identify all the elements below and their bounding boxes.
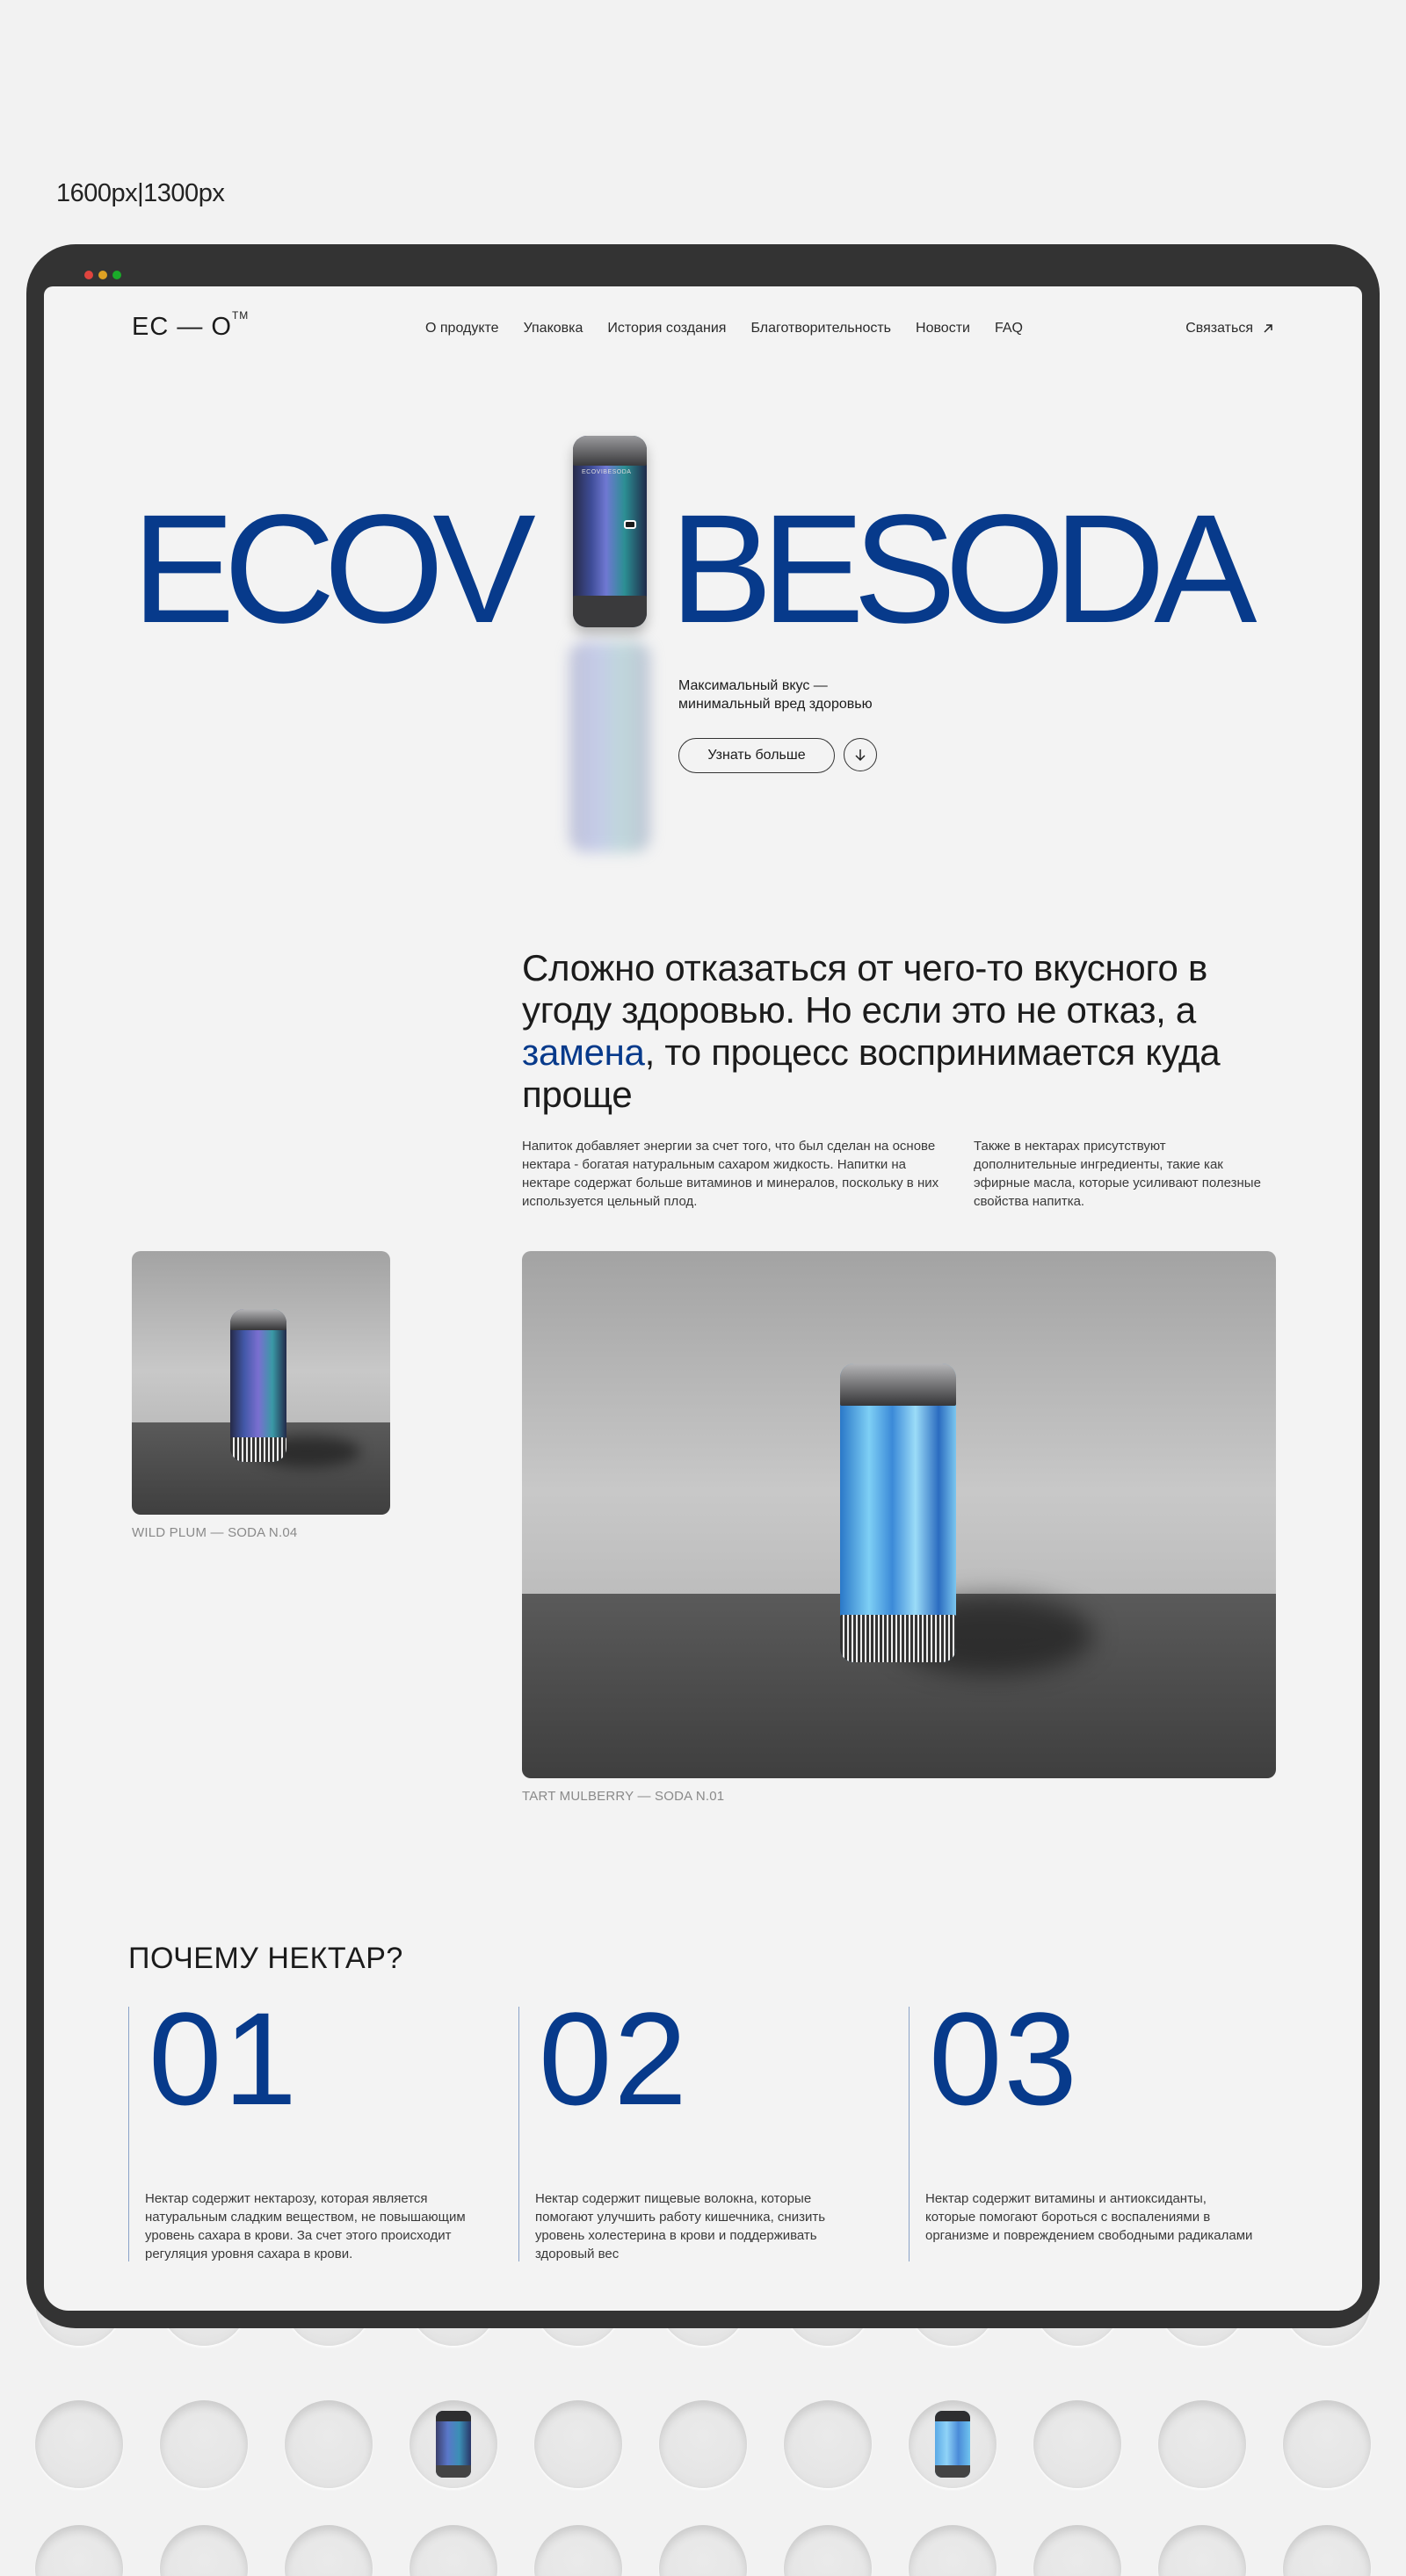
hero-title-right: BESODA: [670, 483, 1246, 655]
hero-subtitle-line-1: Максимальный вкус —: [678, 678, 828, 693]
bubble: [534, 2400, 622, 2488]
nav-item-packaging[interactable]: Упаковка: [523, 321, 583, 336]
close-dot[interactable]: [84, 271, 93, 279]
benefit-card: [128, 1985, 497, 2261]
trademark-mark: TM: [231, 309, 250, 322]
can-wild-plum: [230, 1309, 286, 1462]
bubble: [1158, 2400, 1246, 2488]
product-photo-wild-plum[interactable]: [132, 1251, 390, 1515]
bubble: [285, 2525, 373, 2576]
bubble: [1283, 2525, 1371, 2576]
hero-can-reflection: [569, 641, 650, 852]
logo-text: EC — O: [132, 313, 232, 341]
bubble: [784, 2525, 872, 2576]
scroll-down-button[interactable]: [844, 738, 877, 771]
bubble: [160, 2525, 248, 2576]
size-label: 1600px|1300px: [56, 179, 225, 207]
product-caption-big: TART MULBERRY — SODA N.01: [522, 1789, 725, 1804]
bubble: [35, 2400, 123, 2488]
benefit-text: Нектар содержит нектарозу, которая является натуральным сладким веществом, не повышающим уровень сахара в крови. За счет этого происходит регуляция уровня сахара в крови.: [145, 2191, 466, 2261]
bubble: [659, 2400, 747, 2488]
maximize-dot[interactable]: [112, 271, 121, 279]
contact-label: Связаться: [1185, 321, 1253, 336]
bubble: [659, 2525, 747, 2576]
bubble: [784, 2400, 872, 2488]
bubble: [409, 2400, 497, 2488]
bubble-can: [436, 2411, 471, 2478]
bubble-can: [935, 2411, 970, 2478]
benefit-number: 02: [539, 1985, 689, 2132]
can-tag: [624, 520, 636, 529]
statement-heading: [522, 947, 1278, 1116]
nav-item-product[interactable]: О продукте: [425, 321, 499, 336]
can-tart-mulberry: [840, 1364, 956, 1662]
logo[interactable]: [132, 309, 250, 342]
statement-highlight: замена: [522, 1031, 645, 1073]
device-frame: [26, 244, 1380, 2328]
nav-item-history[interactable]: История создания: [607, 321, 727, 336]
hero-subtitle-line-2: минимальный вред здоровью: [678, 697, 873, 712]
bubble: [909, 2525, 997, 2576]
bubble: [534, 2525, 622, 2576]
hero-can-image: [573, 436, 647, 627]
bubble: [285, 2400, 373, 2488]
top-navigation: [44, 286, 1362, 371]
benefit-number: 03: [929, 1985, 1079, 2132]
bubble: [909, 2400, 997, 2488]
product-caption-small: WILD PLUM — SODA N.04: [132, 1525, 298, 1540]
nav-item-news[interactable]: Новости: [916, 321, 970, 336]
hero-subtitle: [678, 677, 942, 713]
arrow-down-icon: [852, 747, 868, 763]
benefit-text: Нектар содержит пищевые волокна, которые помогают улучшить работу кишечника, снизить уровень холестерина в крови и поддерживать здоровый вес: [535, 2191, 826, 2261]
benefit-text: Нектар содержит витамины и антиоксиданты, которые помогают бороться с воспалениями в организме и повреждением свободными радикалами: [925, 2191, 1253, 2243]
bubble: [1033, 2525, 1121, 2576]
benefit-card: [909, 1985, 1278, 2261]
statement-part-1: Сложно отказаться от чего-то вкусного в угоду здоровью. Но если это не отказ, а: [522, 947, 1207, 1031]
hero-title-left: ECOV: [132, 483, 525, 655]
bubble: [1158, 2525, 1246, 2576]
learn-more-button[interactable]: Узнать больше: [678, 738, 835, 773]
bubble: [1033, 2400, 1121, 2488]
main-menu: [425, 321, 1023, 336]
product-photo-tart-mulberry[interactable]: [522, 1251, 1276, 1778]
benefit-number: 01: [149, 1985, 299, 2132]
bubble: [160, 2400, 248, 2488]
statement-part-2: , то процесс воспринимается куда проще: [522, 1031, 1221, 1115]
bubble: [409, 2525, 497, 2576]
bubble: [1283, 2400, 1371, 2488]
bubble: [35, 2525, 123, 2576]
window-controls: [84, 271, 121, 279]
website-screen: [44, 286, 1362, 2311]
nav-item-faq[interactable]: FAQ: [994, 321, 1023, 336]
contact-link[interactable]: [1185, 321, 1274, 336]
nav-item-charity[interactable]: Благотворительность: [750, 321, 892, 336]
minimize-dot[interactable]: [98, 271, 107, 279]
why-nectar-title: ПОЧЕМУ НЕКТАР?: [128, 1942, 403, 1975]
benefit-card: [518, 1985, 888, 2261]
can-brand-label: ECOVIBESODA: [582, 469, 632, 475]
statement-paragraph-1: Напиток добавляет энергии за счет того, что был сделан на основе нектара - богатая натуральным сахаром жидкость. Напитки на нектаре содержат больше витаминов и минералов, поскольку в них используется цельный плод.: [522, 1139, 939, 1209]
statement-paragraph-2: Также в нектарах присутствуют дополнительные ингредиенты, такие как эфирные масла, которые усиливают полезные свойства напитка.: [974, 1139, 1261, 1209]
arrow-up-right-icon: [1262, 322, 1274, 335]
